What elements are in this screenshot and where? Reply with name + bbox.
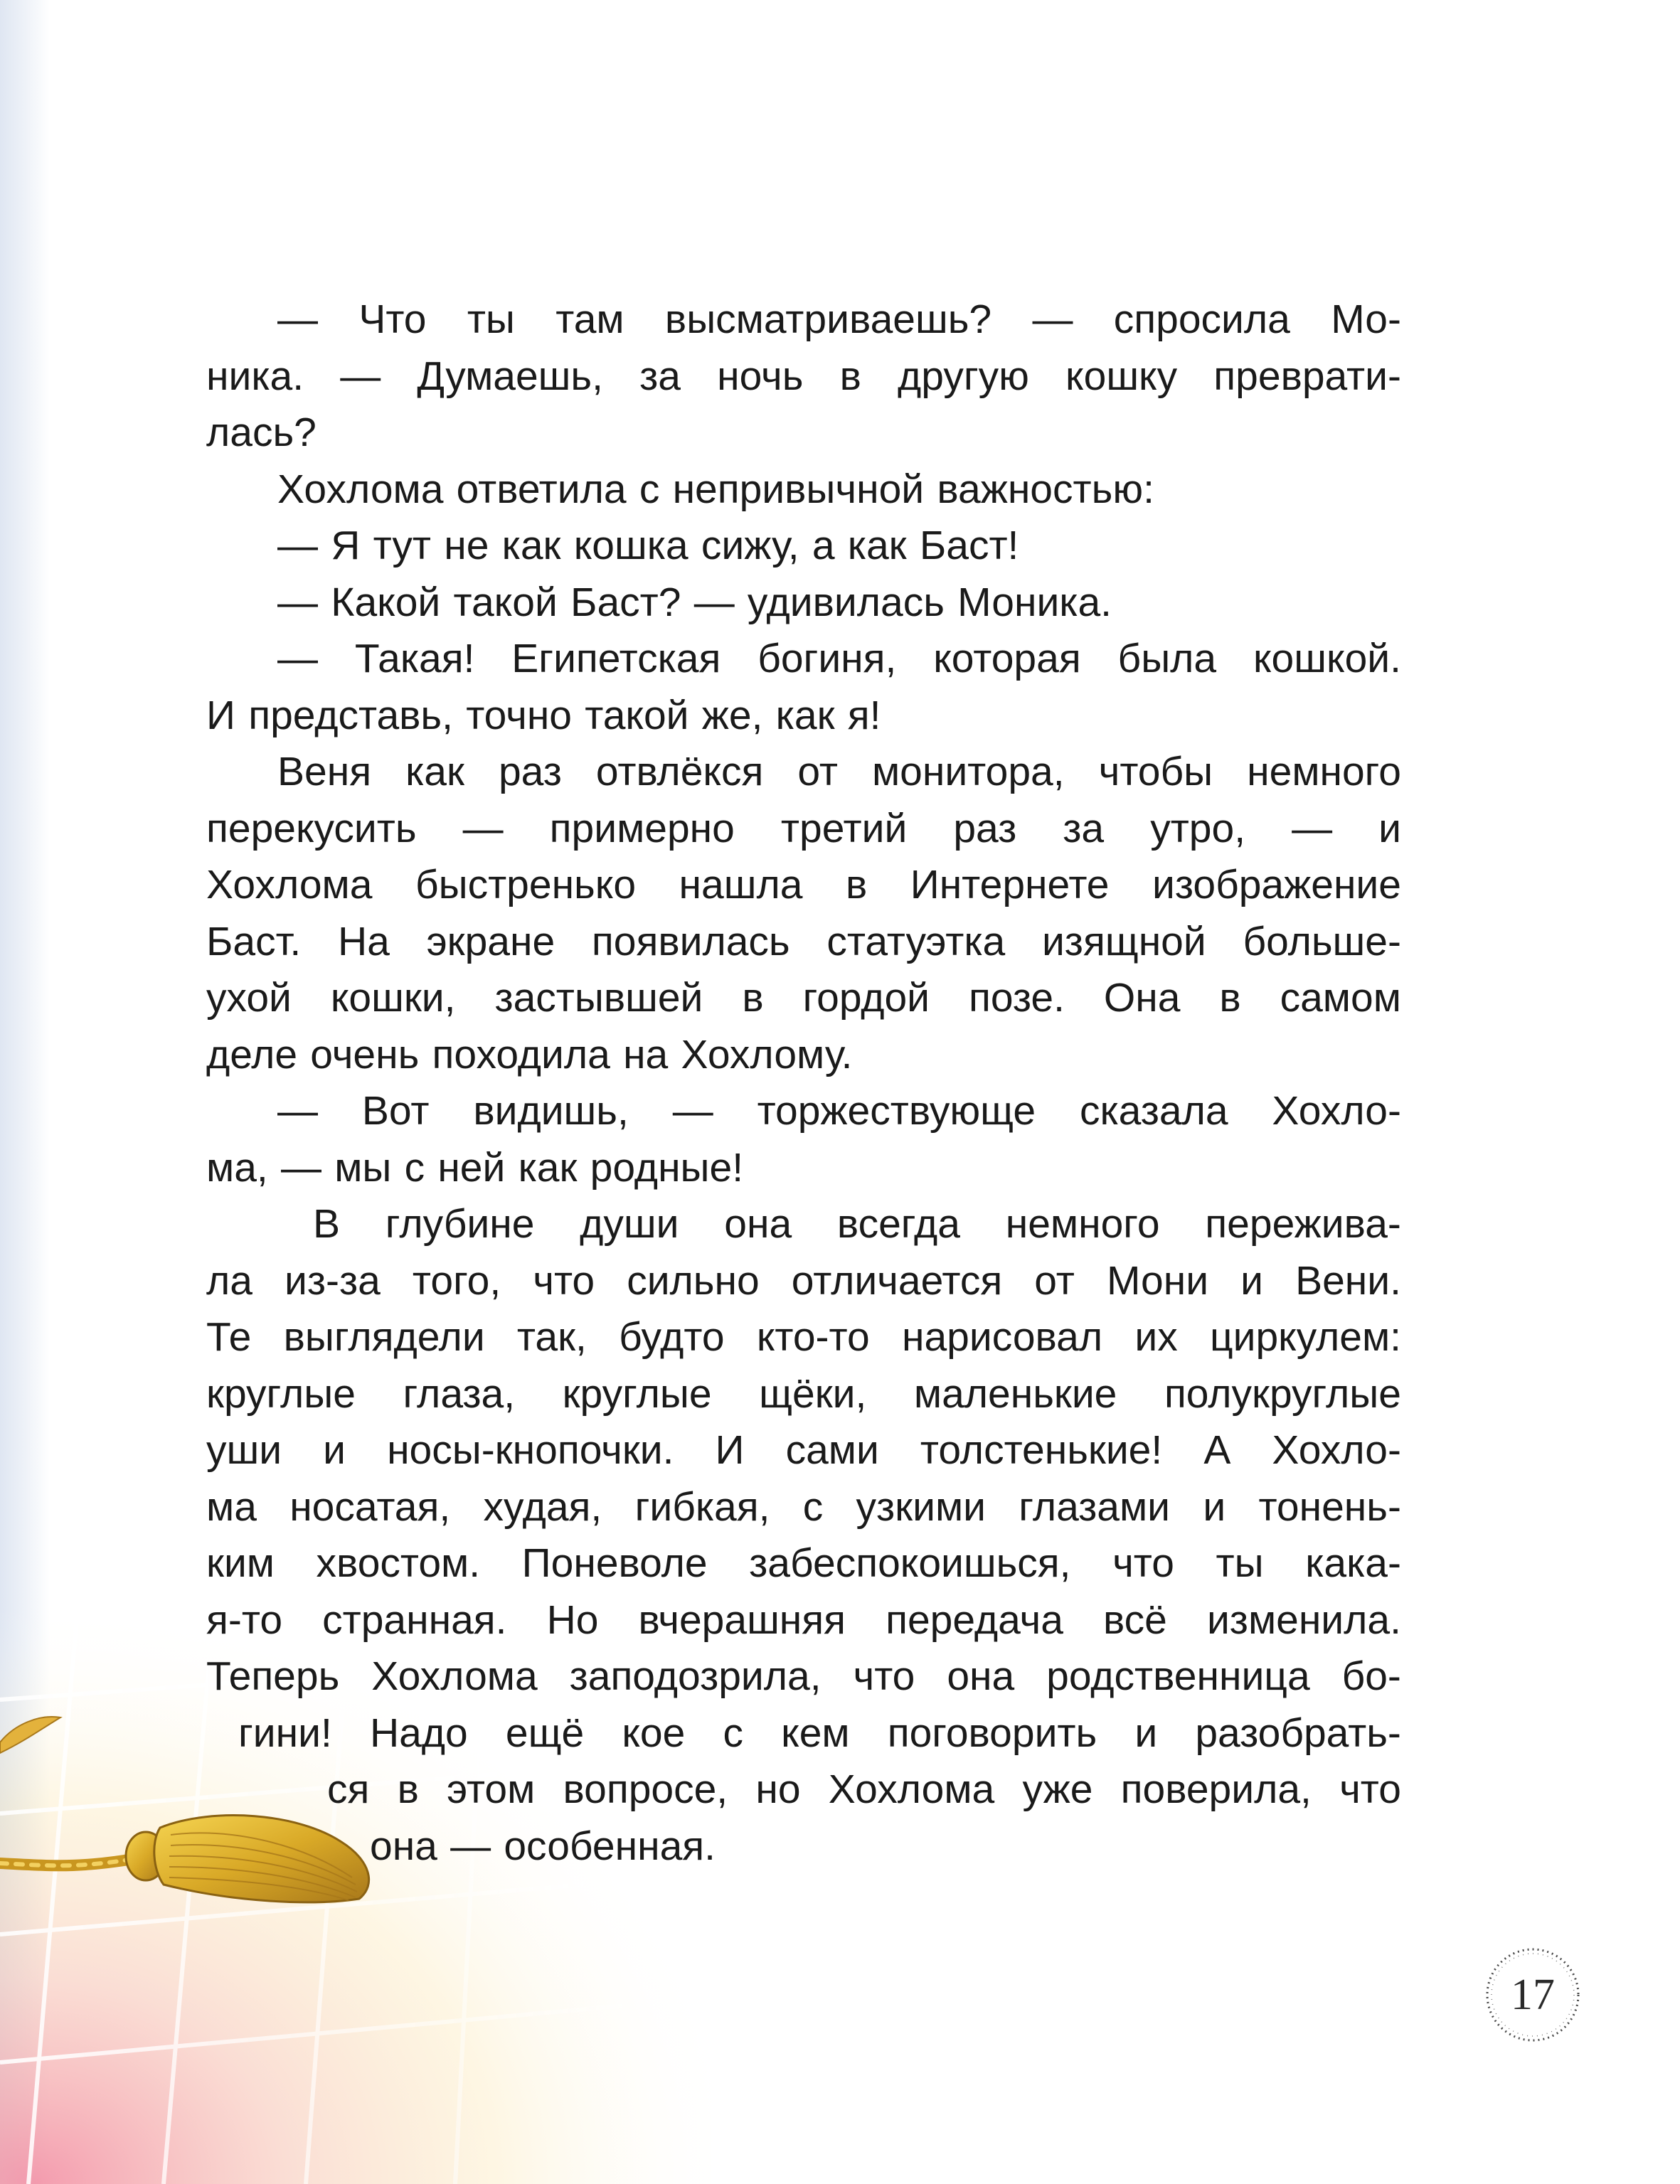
word: круглые bbox=[562, 1370, 712, 1417]
word: торжествующе bbox=[757, 1088, 1036, 1134]
word: в bbox=[1219, 975, 1241, 1021]
word: важностью: bbox=[937, 466, 1154, 512]
word: поговорить bbox=[887, 1710, 1097, 1756]
text-line bbox=[206, 744, 1401, 801]
word: за bbox=[639, 353, 681, 399]
word: — bbox=[277, 636, 318, 681]
text-line bbox=[206, 405, 1401, 462]
text-line bbox=[206, 518, 1401, 575]
word: носатая, bbox=[289, 1483, 451, 1530]
word: поверила, bbox=[1120, 1767, 1312, 1812]
word: Она bbox=[1103, 975, 1181, 1021]
word: которая bbox=[933, 636, 1081, 681]
word: Веня bbox=[277, 749, 372, 794]
text-line bbox=[206, 1422, 1401, 1479]
word: кака- bbox=[1305, 1540, 1401, 1586]
word: уже bbox=[1022, 1767, 1093, 1812]
word: представь, bbox=[248, 692, 453, 738]
word: — bbox=[1032, 297, 1073, 342]
text-line bbox=[206, 970, 1401, 1027]
word: изящной bbox=[1041, 918, 1206, 964]
word: — bbox=[450, 1823, 491, 1869]
word: их bbox=[1134, 1314, 1178, 1360]
word: на bbox=[623, 1031, 669, 1077]
word: там bbox=[555, 297, 624, 342]
word: кое bbox=[622, 1710, 686, 1756]
word: того, bbox=[412, 1257, 501, 1304]
word: экране bbox=[426, 918, 555, 964]
text-line bbox=[206, 1705, 1401, 1762]
word: маленькие bbox=[913, 1370, 1117, 1417]
word: в bbox=[742, 975, 764, 1021]
text-line bbox=[206, 1309, 1401, 1366]
word: ней bbox=[437, 1144, 506, 1190]
word: Вот bbox=[361, 1088, 430, 1134]
word: щёки, bbox=[759, 1370, 867, 1417]
word: Что bbox=[358, 297, 427, 342]
text-line bbox=[206, 1762, 1401, 1818]
word: сижу, bbox=[701, 523, 799, 568]
word: деле bbox=[206, 1031, 298, 1077]
word: гибкая, bbox=[634, 1483, 770, 1530]
word: третий bbox=[780, 805, 908, 851]
word: — bbox=[277, 579, 318, 625]
word: гини! bbox=[238, 1710, 332, 1756]
word: и bbox=[1134, 1710, 1158, 1756]
word: самом bbox=[1280, 975, 1401, 1021]
word: непривычной bbox=[672, 466, 925, 512]
word: — bbox=[277, 523, 318, 568]
word: походила bbox=[432, 1031, 610, 1077]
word: сами bbox=[785, 1427, 879, 1473]
word: Хохлому. bbox=[681, 1031, 853, 1077]
word: преврати- bbox=[1213, 353, 1401, 399]
word: хвостом. bbox=[316, 1540, 481, 1586]
word: Хохло- bbox=[1272, 1427, 1401, 1473]
word: кошкой. bbox=[1253, 636, 1401, 681]
word: В bbox=[313, 1201, 341, 1247]
word: раз bbox=[498, 749, 562, 794]
text-line bbox=[206, 1648, 1401, 1705]
word: пережива- bbox=[1205, 1201, 1401, 1247]
word: странная. bbox=[322, 1597, 507, 1643]
word: как bbox=[775, 692, 835, 738]
word: такой bbox=[453, 579, 558, 625]
word: заподозрила, bbox=[569, 1653, 822, 1699]
word: особенная. bbox=[504, 1823, 716, 1869]
word: полукруглые bbox=[1164, 1370, 1401, 1417]
word: передача bbox=[886, 1597, 1063, 1643]
word: Я bbox=[331, 523, 361, 568]
story-text bbox=[206, 292, 1401, 1875]
word: раз bbox=[953, 805, 1017, 851]
word: забеспокоишься, bbox=[749, 1540, 1071, 1586]
word: уши bbox=[206, 1427, 282, 1473]
word: кошки, bbox=[330, 975, 456, 1021]
word: она bbox=[947, 1653, 1015, 1699]
word: Египетская bbox=[511, 636, 721, 681]
word: И bbox=[206, 692, 235, 738]
word: Думаешь, bbox=[417, 353, 603, 399]
word: сильно bbox=[627, 1257, 760, 1304]
word: всё bbox=[1103, 1597, 1167, 1643]
word: как bbox=[405, 749, 464, 794]
word: мы bbox=[334, 1144, 392, 1190]
word: ким bbox=[206, 1540, 275, 1586]
word: же, bbox=[701, 692, 763, 738]
word: что bbox=[533, 1257, 595, 1304]
text-line bbox=[206, 1253, 1401, 1310]
word: родственница bbox=[1046, 1653, 1310, 1699]
word: Надо bbox=[369, 1710, 468, 1756]
word: — bbox=[672, 1088, 713, 1134]
text-line bbox=[206, 462, 1401, 518]
word: спросила bbox=[1113, 297, 1290, 342]
word: глубине bbox=[385, 1201, 535, 1247]
page-number: 17 bbox=[1511, 1970, 1555, 2019]
word: больше- bbox=[1243, 918, 1401, 964]
word: Вени. bbox=[1295, 1257, 1401, 1304]
word: и bbox=[323, 1427, 346, 1473]
word: что bbox=[853, 1653, 915, 1699]
word: с bbox=[639, 466, 660, 512]
word: застывшей bbox=[494, 975, 703, 1021]
text-line bbox=[206, 1818, 1401, 1875]
word: что bbox=[1339, 1767, 1401, 1812]
word: циркулем: bbox=[1209, 1314, 1401, 1360]
word: нашла bbox=[679, 862, 803, 907]
word: я-то bbox=[206, 1597, 283, 1643]
word: кошку bbox=[1065, 353, 1178, 399]
word: Баст? bbox=[570, 579, 681, 625]
word: толстенькие! bbox=[920, 1427, 1163, 1473]
word: гордой bbox=[802, 975, 930, 1021]
word: будто bbox=[619, 1314, 725, 1360]
word: ника. bbox=[206, 353, 304, 399]
word: изменила. bbox=[1206, 1597, 1401, 1643]
word: изображение bbox=[1152, 862, 1401, 907]
word: этом bbox=[447, 1767, 536, 1812]
word: Моника. bbox=[957, 579, 1112, 625]
word: утро, bbox=[1150, 805, 1246, 851]
word: Хохло- bbox=[1272, 1088, 1401, 1134]
word: вчерашняя bbox=[638, 1597, 846, 1643]
word: ся bbox=[327, 1767, 370, 1812]
word: тут bbox=[373, 523, 431, 568]
word: за bbox=[1063, 805, 1105, 851]
word: На bbox=[337, 918, 390, 964]
word: кем bbox=[781, 1710, 850, 1756]
word: кто-то bbox=[756, 1314, 870, 1360]
word: немного bbox=[1005, 1201, 1160, 1247]
word: ночь bbox=[717, 353, 804, 399]
word: появилась bbox=[591, 918, 790, 964]
word: она bbox=[370, 1823, 437, 1869]
text-line bbox=[206, 801, 1401, 858]
word: ухой bbox=[206, 975, 292, 1021]
word: Баст. bbox=[206, 918, 302, 964]
word: и bbox=[1240, 1257, 1263, 1304]
text-line bbox=[206, 1366, 1401, 1423]
word: тонень- bbox=[1258, 1483, 1401, 1530]
word: всегда bbox=[836, 1201, 960, 1247]
word: ла bbox=[206, 1257, 252, 1304]
word: — bbox=[693, 579, 735, 625]
word: круглые bbox=[206, 1370, 356, 1417]
text-line bbox=[206, 688, 1401, 745]
text-line bbox=[206, 1479, 1401, 1536]
word: так, bbox=[516, 1314, 587, 1360]
word: но bbox=[755, 1767, 801, 1812]
word: Мо- bbox=[1331, 297, 1401, 342]
word: Какой bbox=[331, 579, 441, 625]
word: ма bbox=[206, 1483, 257, 1530]
word: глаза, bbox=[403, 1370, 516, 1417]
text-line bbox=[206, 292, 1401, 348]
text-line bbox=[206, 1196, 1401, 1253]
word: ты bbox=[467, 297, 515, 342]
word: перекусить bbox=[206, 805, 417, 851]
word: чтобы bbox=[1098, 749, 1213, 794]
word: души bbox=[580, 1201, 679, 1247]
word: и bbox=[1378, 805, 1401, 851]
word: как bbox=[518, 1144, 578, 1190]
word: — bbox=[277, 1088, 318, 1134]
word: выглядели bbox=[283, 1314, 485, 1360]
word: не bbox=[444, 523, 489, 568]
word: Хохлома bbox=[828, 1767, 995, 1812]
word: из-за bbox=[285, 1257, 381, 1304]
word: с bbox=[404, 1144, 425, 1190]
word: в bbox=[397, 1767, 419, 1812]
word: позе. bbox=[968, 975, 1065, 1021]
word: Хохлома bbox=[206, 862, 373, 907]
word: в bbox=[845, 862, 868, 907]
text-line bbox=[206, 631, 1401, 688]
word: родные! bbox=[590, 1144, 744, 1190]
word: Но bbox=[546, 1597, 599, 1643]
word: бо- bbox=[1341, 1653, 1401, 1699]
text-line bbox=[206, 348, 1401, 405]
word: сказала bbox=[1079, 1088, 1228, 1134]
word: разобрать- bbox=[1195, 1710, 1401, 1756]
word: лась? bbox=[206, 410, 317, 455]
word: ещё bbox=[505, 1710, 585, 1756]
text-line bbox=[206, 857, 1401, 914]
word: Хохлома bbox=[277, 466, 444, 512]
word: Те bbox=[206, 1314, 252, 1360]
word: удивилась bbox=[747, 579, 945, 625]
word: была bbox=[1117, 636, 1217, 681]
page-number-badge bbox=[1479, 1941, 1586, 2048]
word: носы-кнопочки. bbox=[387, 1427, 674, 1473]
word: такой bbox=[585, 692, 689, 738]
word: в bbox=[839, 353, 861, 399]
text-line bbox=[206, 1535, 1401, 1592]
word: видишь, bbox=[473, 1088, 629, 1134]
word: ответила bbox=[456, 466, 627, 512]
word: ты bbox=[1216, 1540, 1264, 1586]
word: быстренько bbox=[415, 862, 637, 907]
word: очень bbox=[310, 1031, 420, 1077]
word: она bbox=[724, 1201, 792, 1247]
word: от bbox=[797, 749, 838, 794]
word: монитора, bbox=[871, 749, 1065, 794]
word: — bbox=[280, 1144, 321, 1190]
word: Баст! bbox=[919, 523, 1019, 568]
word: как bbox=[847, 523, 907, 568]
word: статуэтка bbox=[826, 918, 1006, 964]
word: — bbox=[462, 805, 504, 851]
word: точно bbox=[466, 692, 572, 738]
word: немного bbox=[1247, 749, 1401, 794]
word: и bbox=[1203, 1483, 1226, 1530]
word: а bbox=[812, 523, 835, 568]
word: вопросе, bbox=[563, 1767, 728, 1812]
word: высматриваешь? bbox=[664, 297, 992, 342]
word: с bbox=[802, 1483, 824, 1530]
word: — bbox=[1292, 805, 1333, 851]
word: глазами bbox=[1019, 1483, 1171, 1530]
word: — bbox=[277, 297, 318, 342]
text-line bbox=[206, 1592, 1401, 1649]
word: И bbox=[715, 1427, 745, 1473]
word: худая, bbox=[483, 1483, 602, 1530]
word: Хохлома bbox=[371, 1653, 538, 1699]
word: кошка bbox=[573, 523, 689, 568]
word: ма, bbox=[206, 1144, 268, 1190]
word: Мони bbox=[1106, 1257, 1209, 1304]
word: я! bbox=[847, 692, 881, 738]
word: с bbox=[723, 1710, 743, 1756]
word: Теперь bbox=[206, 1653, 340, 1699]
word: отличается bbox=[791, 1257, 1003, 1304]
word: богиня, bbox=[757, 636, 897, 681]
text-line bbox=[206, 1027, 1401, 1084]
word: другую bbox=[898, 353, 1029, 399]
word: отвлёкся bbox=[595, 749, 764, 794]
word: Такая! bbox=[354, 636, 475, 681]
word: — bbox=[340, 353, 381, 399]
word: узкими bbox=[856, 1483, 986, 1530]
word: от bbox=[1034, 1257, 1075, 1304]
word: нарисовал bbox=[901, 1314, 1103, 1360]
text-line bbox=[206, 575, 1401, 632]
word: Интернете bbox=[910, 862, 1110, 907]
text-line bbox=[206, 1140, 1401, 1197]
word: как bbox=[501, 523, 561, 568]
text-line bbox=[206, 914, 1401, 971]
word: что bbox=[1112, 1540, 1174, 1586]
word: примерно bbox=[549, 805, 735, 851]
word: Поневоле bbox=[521, 1540, 708, 1586]
word: А bbox=[1203, 1427, 1231, 1473]
text-line bbox=[206, 1083, 1401, 1140]
